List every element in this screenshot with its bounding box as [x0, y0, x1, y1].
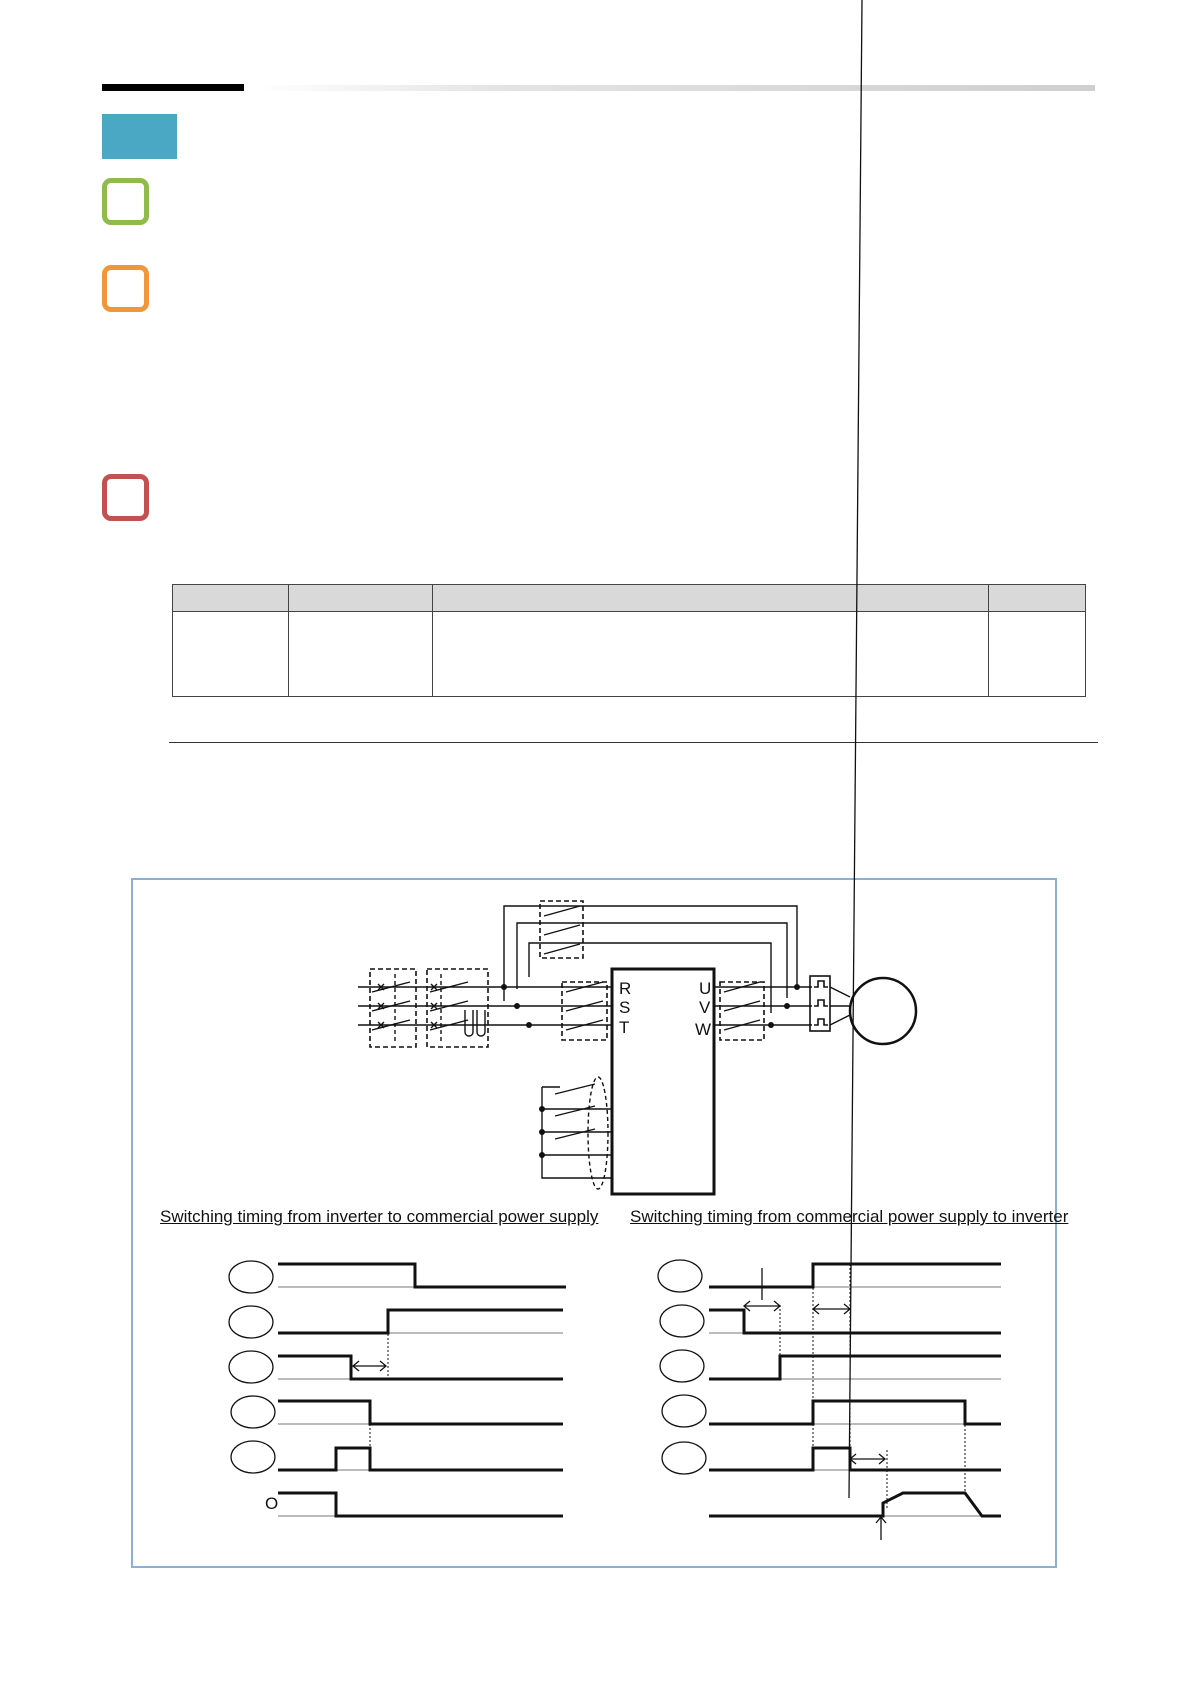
terminal-r-label: R	[619, 979, 632, 998]
motor-symbol	[850, 978, 916, 1044]
control-wiring-shield	[588, 1077, 608, 1189]
terminal-s-label: S	[619, 998, 631, 1017]
left-timing-signals	[278, 1264, 566, 1516]
terminal-t-label: T	[619, 1018, 630, 1037]
terminal-v-label: V	[699, 998, 711, 1017]
terminal-u-label: U	[699, 979, 712, 998]
output-frequency-label: O	[265, 1494, 279, 1513]
right-timing-signals	[709, 1264, 1001, 1516]
thermal-relay	[810, 976, 830, 1031]
left-timing-chart	[229, 1261, 563, 1516]
terminal-w-label: W	[695, 1020, 712, 1039]
breaker-box	[370, 969, 416, 1047]
left-timing-caption: Switching timing from inverter to commercial power supply	[160, 1207, 599, 1226]
right-timing-caption: Switching timing from commercial power supply to inverter	[630, 1207, 1069, 1226]
